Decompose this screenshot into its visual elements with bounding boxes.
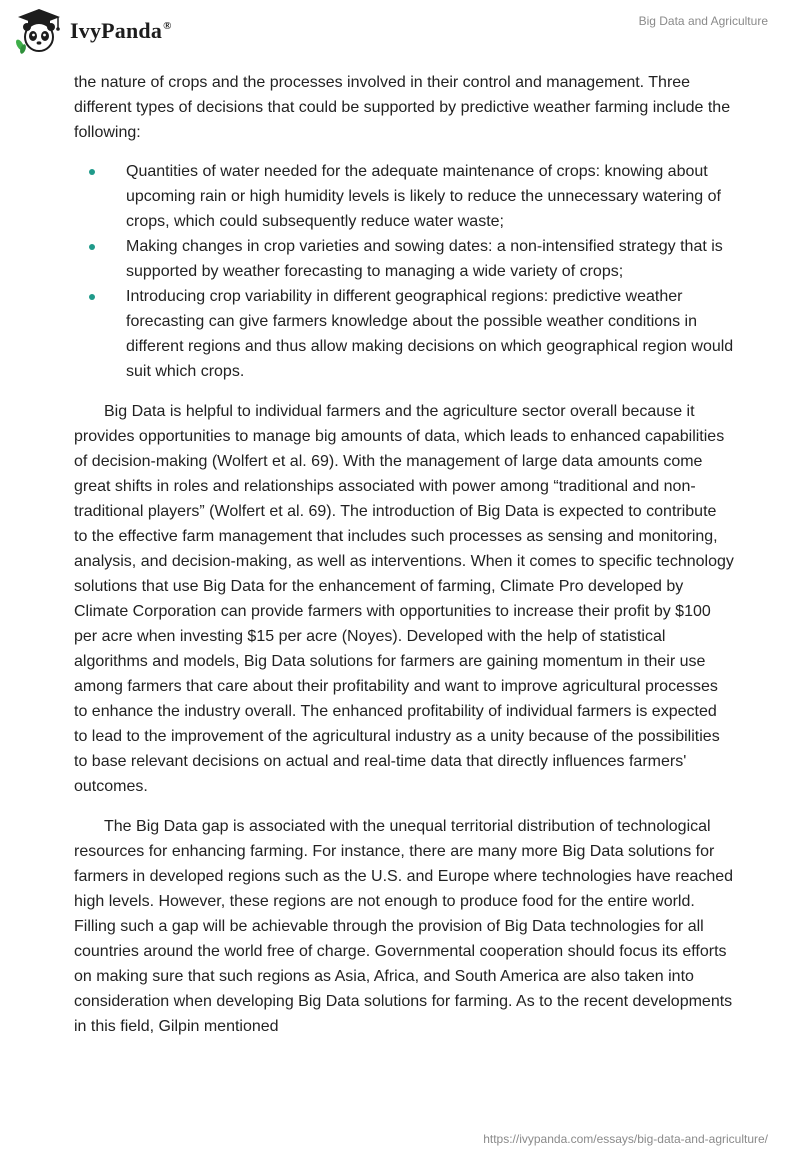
list-item <box>74 284 734 384</box>
panda-mascot-icon <box>14 8 64 54</box>
list-item <box>74 159 734 234</box>
bullet-icon <box>89 294 95 300</box>
page-header <box>0 0 800 70</box>
ivypanda-logo[interactable] <box>14 8 172 54</box>
list-item-text: Introducing crop variability in different geographical regions: predictive weather forecasting can give farmers knowledge about the possible weather conditions in different regions and thus allow making decisions on which geographical region would suit which crops. <box>126 288 734 380</box>
body-paragraph: Big Data is helpful to individual farmers and the agriculture sector overall because it provides opportunities to manage big amounts of data, which leads to enhanced capabilities of decision-making (Wolfert et al. 69). With the management of large data amounts come great shifts in roles and relationships associated with power among “traditional and non-traditional players” (Wolfert et al. 69). The introduction of Big Data is expected to contribute to the effective farm management that includes such processes as sensing and monitoring, analysis, and decision-making, as well as interventions. When it comes to specific technology solutions that use Big Data for the enhancement of farming, Climate Pro developed by Climate Corporation can provide farmers with opportunities to increase their profit by $100 per acre when investing $15 per acre (Noyes). Developed with the help of statistical algorithms and models, Big Data solutions for farmers are gaining momentum in their use among farmers that care about their profitability and want to improve agricultural processes to enhance the industry overall. The enhanced profitability of individual farmers is expected to lead to the improvement of the agricultural industry as a unity because of the possibilities to base relevant decisions on actual and real-time data that directly influences farmers' outcomes. <box>74 403 734 795</box>
list-item-text: Quantities of water needed for the adequate maintenance of crops: knowing about upcoming rain or high humidity levels is likely to reduce the unnecessary watering of crops, which could subsequently reduce water waste; <box>126 163 721 230</box>
logo-wordmark: IvyPanda® <box>70 18 172 43</box>
intro-paragraph: the nature of crops and the processes involved in their control and management. Three different types of decisions that could be supported by predictive weather farming include the following: <box>74 74 731 141</box>
decision-types-list <box>74 159 734 384</box>
document-title: Big Data and Agriculture <box>638 14 768 28</box>
list-item <box>74 234 734 284</box>
body-paragraph: The Big Data gap is associated with the unequal territorial distribution of technological resources for enhancing farming. For instance, there are many more Big Data solutions for farmers in developed regions such as the U.S. and Europe where technologies have reached high levels. However, these regions are not enough to produce food for the entire world. Filling such a gap will be achievable through the provision of Big Data technologies for all countries around the world free of charge. Governmental cooperation should focus its efforts on making sure that such regions as Asia, Africa, and South America are also taken into consideration when developing Big Data solutions for farming. As to the recent developments in this field, Gilpin mentioned <box>74 818 734 1035</box>
bullet-icon <box>89 169 95 175</box>
essay-content <box>74 70 734 1039</box>
bullet-icon <box>89 244 95 250</box>
list-item-text: Making changes in crop varieties and sowing dates: a non-intensified strategy that is supported by weather forecasting to managing a wide variety of crops; <box>126 238 723 280</box>
source-url-link[interactable]: https://ivypanda.com/essays/big-data-and-agriculture/ <box>483 1132 768 1146</box>
